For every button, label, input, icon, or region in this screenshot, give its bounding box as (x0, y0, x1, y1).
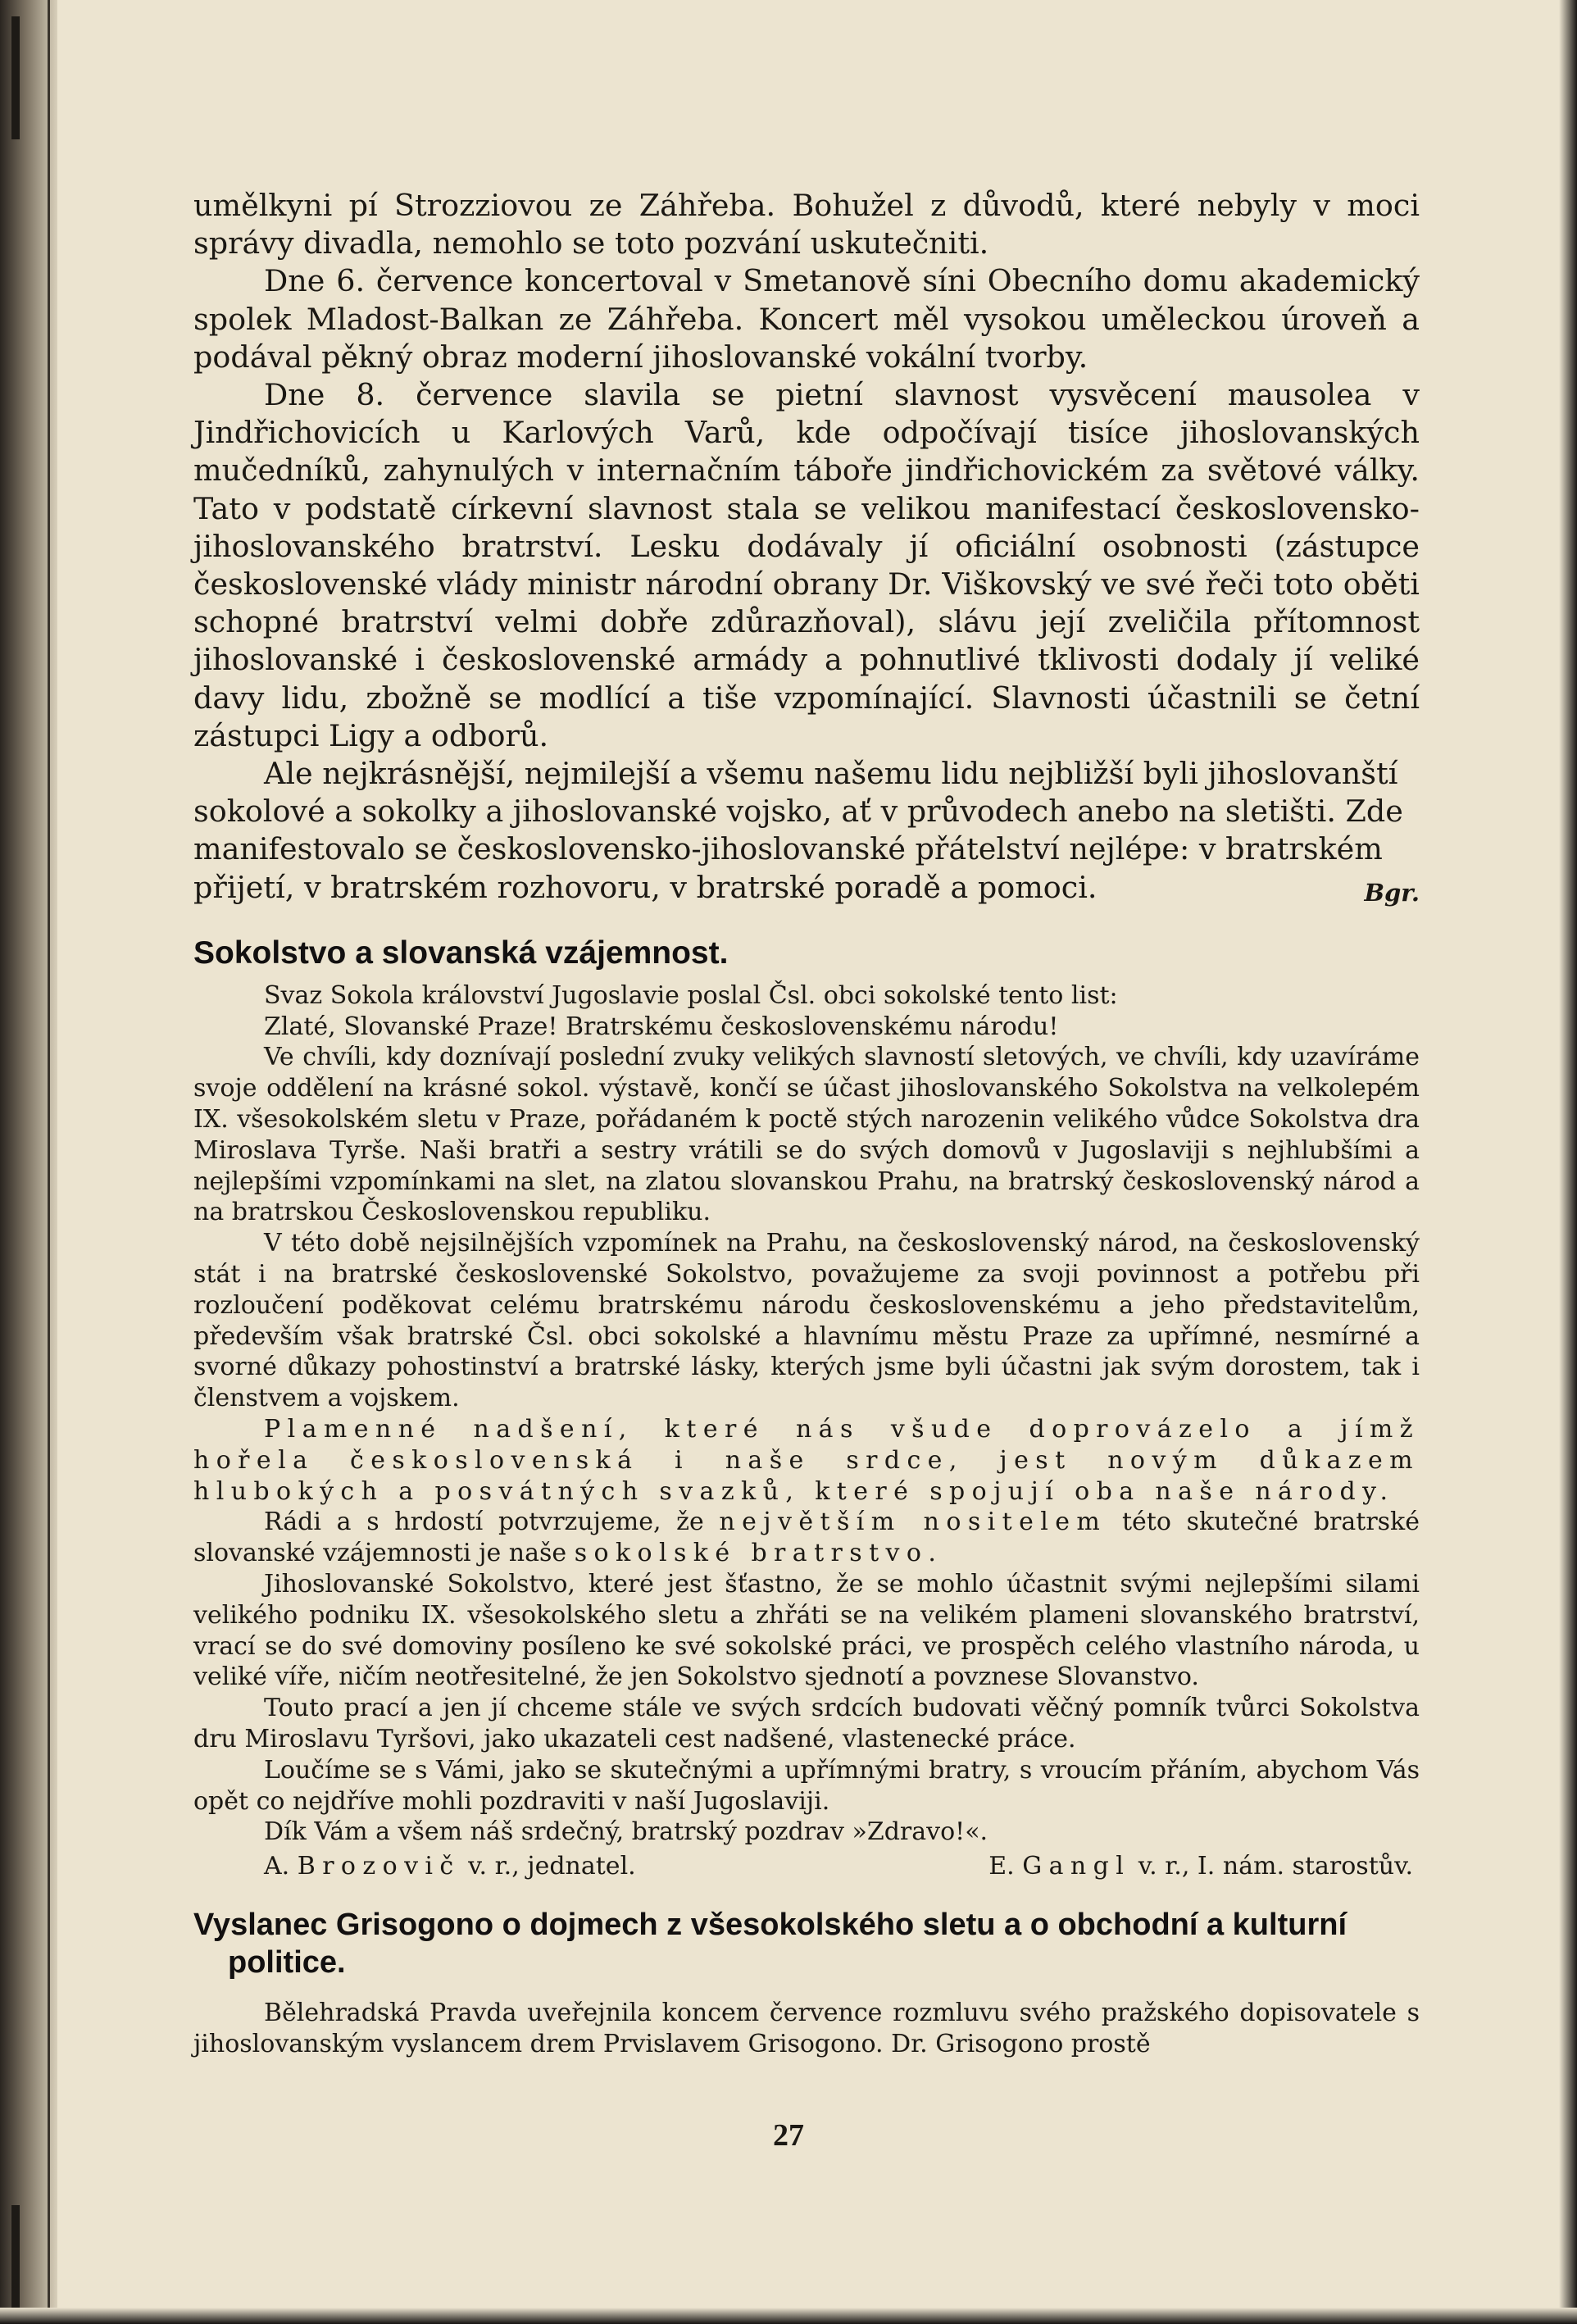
spine-fold-line (48, 0, 50, 2324)
signatures (193, 1851, 1420, 1881)
spaced-paragraph: Plamenné nadšení, které nás všude doprovázelo a jímž hořela československá i naše srdce, jest novým důkazem hlubokých a posvátných svazků, které spojují oba naše národy. (193, 1415, 1420, 1506)
paragraph: Ve chvíli, kdy doznívají poslední zvuky velikých slavností sletových, ve chvíli, kdy uzavíráme svoje oddělení na krásné sokol. výstavě, končí se účast jihoslovanského Sokolstva na velkolepém IX. všesokolském sletu v Praze, pořádaném k poctě stých narozenin velikého vůdce Sokolstva dra Miroslava Tyrše. Naši bratři a sestry vrátili se do svých domovů v Jugoslaviji s nejhlubšími a nejlepšími vzpomínkami na slet, na zlatou slovanskou Prahu, na bratrský československý národ a na bratrskou Československou republiku. (193, 1043, 1420, 1227)
section-heading: Vyslanec Grisogono o dojmech z všesokolského sletu a o obchodní a kulturní politice. (193, 1908, 1347, 1981)
paragraph: Dík Vám a všem náš srdečný, bratrský pozdrav »Zdravo!«. (264, 1817, 988, 1847)
text-run: Rádi a s hrdostí potvrzujeme, že (264, 1508, 704, 1537)
paragraph (193, 1507, 1420, 1569)
signatory-surname: Brozovič (297, 1852, 461, 1881)
paragraph: V této době nejsilnějších vzpomínek na Prahu, na československý národ, na československý stát i na bratrské československé Sokolstvo, považujeme za svoji povinnost a potřebu při rozloučení poděkovat celému bratrskému národu československému a jeho představitelům, především však bratrské Čsl. obci sokolské a hlavnímu městu Praze za upřímné, nesmírné a svorné důkazy pohostinství a bratrské lásky, kterých jsme byli účastni jak svým dorostem, tak i členstvem a vojskem. (193, 1229, 1420, 1413)
page-number: 27 (773, 2118, 804, 2153)
letter-salutation: Zlaté, Slovanské Praze! Bratrskému československému národu! (264, 1012, 1059, 1041)
signatory-role: v. r., jednatel. (468, 1852, 636, 1881)
author-signature: Bgr. (1364, 878, 1420, 907)
paragraph: Jihoslovanské Sokolstvo, které jest šťastno, že se mohlo účastnit svými nejlepšími silami velikého podniku IX. všesokolského sletu a zhřáti se na velikém plameni slovanského bratrství, vrací se do své domoviny posíleno ke své sokolské práci, ve prospěch celého vlastního národa, u veliké víře, ničím neotřesitelné, že jen Sokolstvo sjednotí a povznese Slovanstvo. (193, 1570, 1420, 1692)
text-run: . (928, 1539, 936, 1568)
festival-report (193, 187, 1420, 907)
signatory-initial: A. (264, 1852, 290, 1881)
paragraph (193, 755, 1420, 907)
paragraph: Bělehradská Pravda uveřejnila koncem července rozmluvu svého pražského dopisovatele s jihoslovanským vyslancem drem Prvislavem Grisogono. Dr. Grisogono prostě (193, 1999, 1420, 2058)
grisogono-article (193, 1998, 1420, 2060)
page-edge-bottom (0, 2308, 1577, 2324)
sokol-letter (193, 980, 1420, 1881)
page-content (193, 187, 1420, 2060)
paragraph: Touto prací a jen jí chceme stále ve svých srdcích budovati věčný pomník tvůrci Sokolstva dru Miroslavu Tyršovi, jako ukazateli cest nadšené, vlastenecké práce. (193, 1694, 1420, 1753)
signatory (264, 1851, 636, 1881)
signatory-role: v. r., I. nám. starostův. (1138, 1852, 1413, 1881)
text-run: této skutečné bratrské slovanské vzájemnosti je naše (193, 1508, 1420, 1568)
paragraph: Dne 8. července slavila se pietní slavnost vysvěcení mausolea v Jindřichovicích u Karlových Varů, kde odpočívají tisíce jihoslovanských mučedníků, zahynulých v internačním táboře jindřichovickém za světové války. Tato v podstatě církevní slavnost stala se velikou manifestací československo-jihoslovanského bratrství. Lesku dodávaly jí oficiální osobnosti (zástupce československé vlády ministr národní obrany Dr. Viškovský ve své řeči toto oběti schopné bratrství velmi dobře zdůrazňoval), slávu její zveličila přítomnost jihoslovanské i československé armády a pohnutlivé tklivosti dodaly jí veliké davy lidu, zbožně se modlící a tiše vzpomínající. Slavnosti účastnili se četní zástupci Ligy a odborů. (193, 377, 1420, 753)
page-edge-right (1559, 0, 1577, 2324)
emphasis-spaced: sokolské bratrstvo (574, 1539, 929, 1568)
signatory-surname: Gangl (1022, 1852, 1131, 1881)
letter-intro: Svaz Sokola království Jugoslavie poslal Čsl. obci sokolské tento list: (264, 980, 1118, 1010)
binding-mark (11, 2205, 20, 2320)
paragraph: Dne 6. července koncertoval v Smetanově síni Obecního domu akademický spolek Mladost-Balkan ze Záhřeba. Koncert měl vysokou uměleckou úroveň a podával pěkný obraz moderní jihoslovanské vokální tvorby. (193, 263, 1420, 375)
section-heading: Sokolstvo a slovanská vzájemnost. (193, 935, 729, 971)
emphasis-spaced: největším nositelem (719, 1508, 1107, 1537)
paragraph-text: Ale nejkrásnější, nejmilejší a všemu našemu lidu nejbližší byli jihoslovanští sokolové a sokolky a jihoslovanské vojsko, ať v průvodech anebo na sletišti. Zde manifestovalo se československo-jihoslovanské přátelství nejlépe: v bratrském přijetí, v bratrském rozhovoru, v bratrské poradě a pomoci. (193, 756, 1403, 905)
paragraph: Loučíme se s Vámi, jako se skutečnými a upřímnými bratry, s vroucím přáním, abychom Vás opět co nejdříve mohli pozdraviti v naší Jugoslaviji. (193, 1755, 1420, 1816)
binding-mark (11, 16, 20, 139)
paragraph: umělkyni pí Strozziovou ze Záhřeba. Bohužel z důvodů, které nebyly v moci správy divadla, nemohlo se toto pozvání uskutečniti. (193, 188, 1420, 262)
signatory-initial: E. (988, 1852, 1015, 1881)
signatory (988, 1851, 1413, 1881)
